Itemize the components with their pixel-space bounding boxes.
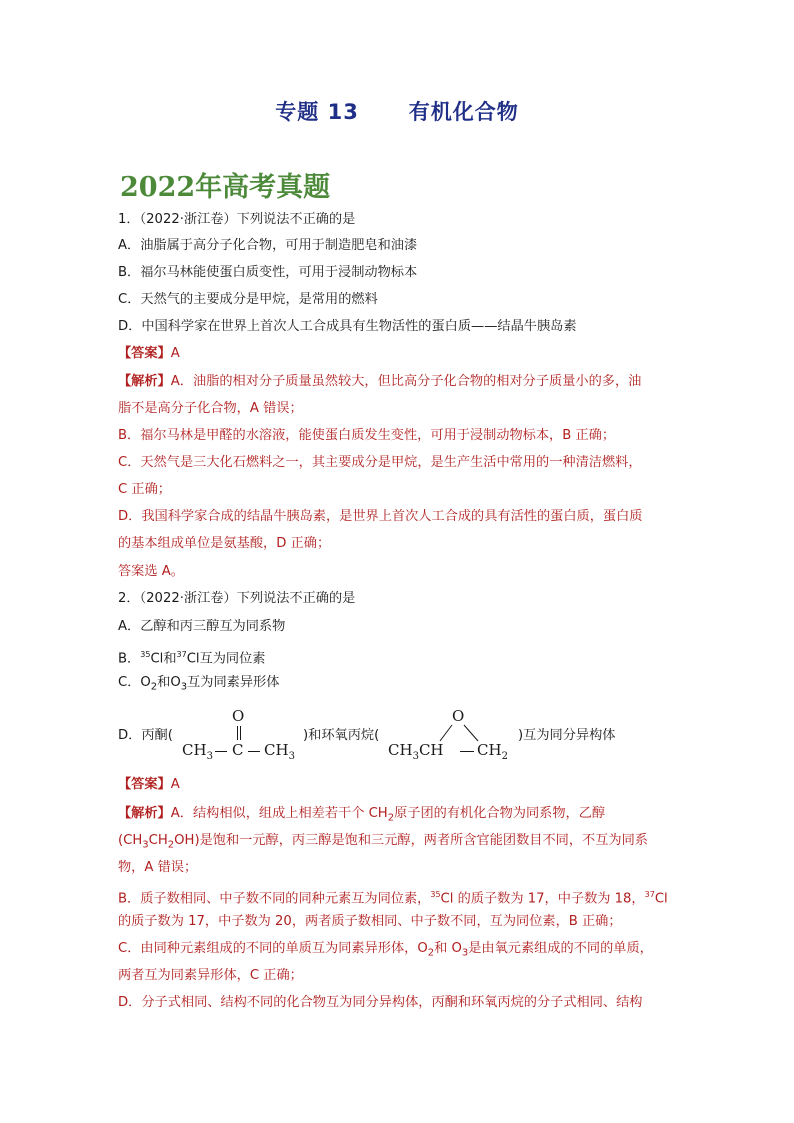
analysis-text: 是由氧元素组成的不同的单质， [468, 941, 653, 956]
connector-text: 和 [157, 675, 171, 690]
option-d-suffix: )互为同分异构体 [518, 728, 616, 743]
methyl-ch: CH [264, 741, 289, 759]
q2-option-d [118, 705, 678, 771]
option-b-label: B． [118, 651, 141, 667]
formula: CH [148, 833, 168, 848]
q1-answer [118, 345, 180, 363]
element-symbol: Cl [654, 891, 668, 907]
acetone-right-methyl [264, 741, 295, 762]
q1-analysis-line-4: C．天然气是三大化石燃料之一，其主要成分是甲烷，是生产生活中常用的一种清洁燃料， [118, 455, 642, 470]
epoxide-ring-bonds [434, 723, 484, 743]
double-bond-line-1 [237, 726, 238, 740]
q1-analysis-line-8: 答案选 A。 [118, 564, 184, 579]
q2-analysis-line-8: D．分子式相同、结构不同的化合物互为同分异构体，丙酮和环氧丙烷的分子式相同、结构 [118, 995, 643, 1010]
analysis-text: 原子团的有机化合物为同系物，乙醇 [394, 806, 606, 821]
q2-analysis-line-4 [118, 886, 668, 908]
methyl-ch: CH [182, 741, 207, 759]
answer-tag: 【答案】 [118, 777, 171, 792]
formula-subscript: 2 [387, 812, 395, 824]
analysis-text: 和 O [434, 941, 462, 956]
element-symbol: Cl [150, 651, 164, 667]
q2-stem: 2．（2022·浙江卷）下列说法不正确的是 [118, 591, 356, 606]
q2-analysis-line-6 [118, 940, 653, 963]
q1-analysis-line-1 [118, 373, 641, 391]
formula: O [170, 675, 181, 690]
analysis-text: B．质子数相同、中子数不同的同种元素互为同位素， [118, 891, 431, 907]
analysis-text: A．油脂的相对分子质量虽然较大，但比高分子化合物的相对分子质量小的多，油 [170, 374, 642, 389]
analysis-text: Cl 的质子数为 17，中子数为 18， [440, 891, 645, 907]
q1-analysis-line-3: B．福尔马林是甲醛的水溶液，能使蛋白质发生变性，可用于浸制动物标本，B 正确； [118, 428, 616, 443]
formula-subscript: 2 [427, 947, 435, 959]
single-bond [460, 751, 474, 752]
methylene-ch: CH [477, 741, 502, 759]
q2-analysis-line-2 [118, 832, 648, 855]
formula-subscript: 2 [150, 681, 158, 693]
q1-option-a: A．油脂属于高分子化合物，可用于制造肥皂和油漆 [118, 238, 418, 253]
analysis-tag: 【解析】 [118, 806, 171, 821]
q1-analysis-line-6: D．我国科学家合成的结晶牛胰岛素，是世界上首次人工合成的具有活性的蛋白质，蛋白质 [118, 509, 643, 524]
q2-answer [118, 776, 180, 794]
formula-subscript: 3 [142, 839, 149, 851]
option-c-label: C． [118, 675, 141, 690]
connector-text: 和 [163, 651, 177, 667]
analysis-text: OH)是饱和一元醇，丙三醇是饱和三元醇，两者所含官能团数目不同，不互为同系 [174, 833, 648, 848]
formula-subscript: 3 [461, 947, 469, 959]
mass-number: 35 [140, 650, 151, 659]
section-heading: 2022年高考真题 [120, 172, 331, 203]
element-symbol: Cl [186, 651, 200, 667]
q1-stem: 1．（2022·浙江卷）下列说法不正确的是 [118, 212, 356, 227]
epoxide-methyl [388, 741, 444, 762]
option-d-prefix: D．丙酮( [118, 728, 173, 743]
analysis-tag: 【解析】 [118, 374, 171, 389]
q2-option-a: A．乙醇和丙三醇互为同系物 [118, 619, 286, 634]
page-title: 专题 13 有机化合物 [275, 100, 519, 124]
q1-option-b: B．福尔马林能使蛋白质变性，可用于浸制动物标本 [118, 265, 418, 280]
acetone-left-methyl [182, 741, 213, 762]
methyl-subscript: 3 [206, 751, 213, 762]
mass-number: 35 [430, 890, 441, 899]
double-bond-line-2 [240, 726, 241, 740]
analysis-text: A．结构相似，组成上相差若干个 CH [170, 806, 388, 821]
q2-analysis-line-3: 物，A 错误； [118, 860, 198, 875]
ring-bond-left [440, 725, 452, 741]
formula: (CH [118, 833, 143, 848]
option-c-text: 互为同素异形体 [187, 675, 280, 690]
q2-analysis-line-7: 两者互为同素异形体，C 正确； [118, 968, 303, 983]
q1-option-c: C．天然气的主要成分是甲烷，是常用的燃料 [118, 292, 378, 307]
methyl-subscript: 3 [412, 751, 419, 762]
q2-analysis-line-5: 的质子数为 17，中子数为 20，两者质子数相同、中子数不同，互为同位素，B 正确； [118, 914, 622, 929]
answer-value: A [170, 346, 180, 361]
epoxide-methylene [477, 741, 508, 762]
analysis-text: C．由同种元素组成的不同的单质互为同素异形体，O [118, 941, 428, 956]
methyl-subscript: 3 [288, 751, 295, 762]
q2-option-c [118, 674, 279, 697]
acetone-carbonyl-carbon: C [232, 741, 244, 759]
q1-analysis-line-5: C 正确； [118, 482, 171, 497]
mass-number: 37 [644, 890, 655, 899]
answer-tag: 【答案】 [118, 346, 171, 361]
answer-value: A [170, 777, 180, 792]
single-bond [215, 751, 227, 752]
q1-analysis-line-7: 的基本组成单位是氨基酸，D 正确； [118, 536, 331, 551]
formula-subscript: 3 [180, 681, 188, 693]
formula: O [140, 675, 151, 690]
q2-option-b [118, 646, 266, 668]
q1-option-d: D．中国科学家在世界上首次人工合成具有生物活性的蛋白质——结晶牛胰岛素 [118, 319, 577, 334]
methylene-subscript: 2 [501, 751, 508, 762]
acetone-oxygen: O [232, 707, 245, 725]
ring-bond-right [464, 725, 478, 741]
formula-subscript: 2 [167, 839, 175, 851]
methyl-ch: CH [388, 741, 413, 759]
single-bond [248, 751, 260, 752]
methine-ch: CH [418, 741, 444, 759]
q1-analysis-line-2: 脂不是高分子化合物，A 错误； [118, 401, 303, 416]
option-d-middle: )和环氧丙烷( [303, 728, 380, 743]
mass-number: 37 [176, 650, 187, 659]
epoxide-oxygen: O [452, 707, 465, 725]
option-b-text: 互为同位素 [199, 651, 266, 667]
q2-analysis-line-1 [118, 805, 605, 828]
